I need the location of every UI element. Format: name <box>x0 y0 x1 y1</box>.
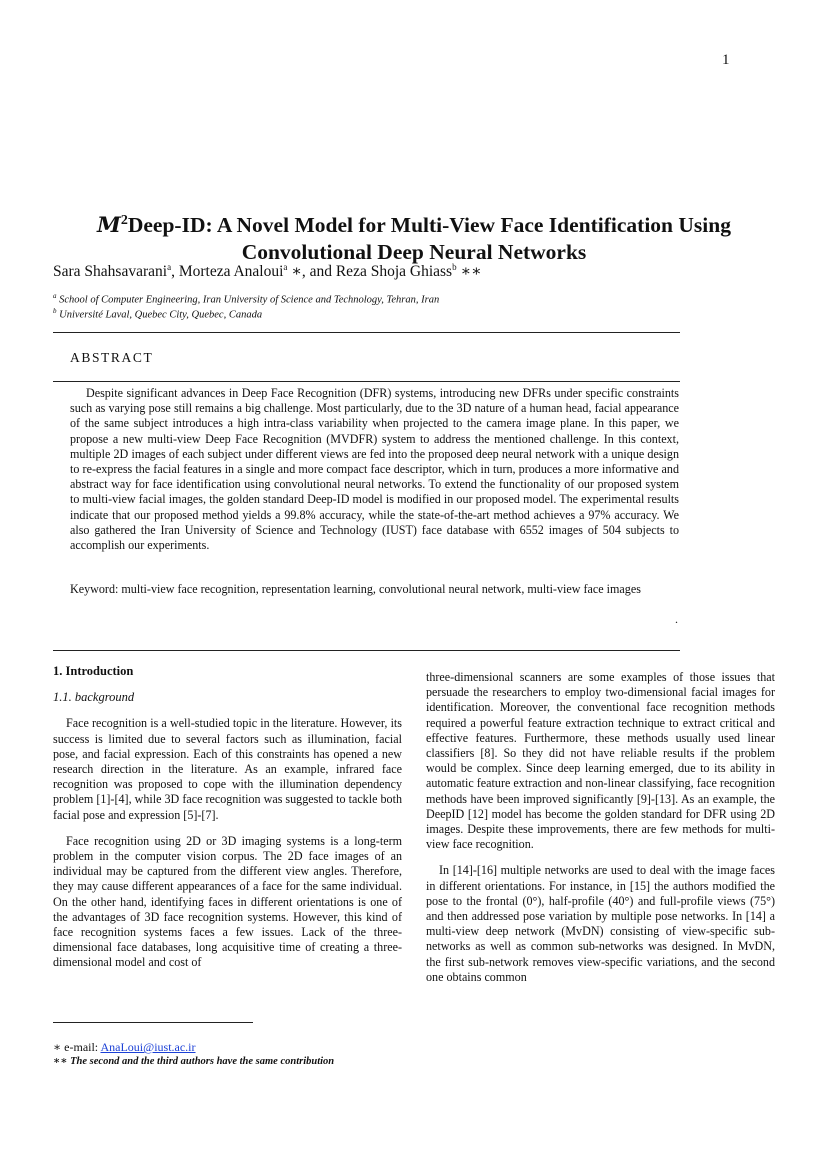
paragraph: In [14]-[16] multiple networks are used to deal with the image faces in different orientations. For instance, in [15] the authors modified the pose to the frontal (0°), half-profile (40°) and full-profile views (75°) and then addressed pose variation by multiple pose networks. In [14] a multi-view deep network (MvDN) consisting of view-specific sub-networks as well as common sub-networks was designed. In MvDN, the first sub-network removes view-specific variations, and the second one obtains common <box>426 863 775 984</box>
author-3-mark: ∗∗ <box>456 263 482 281</box>
author-2-mark: ∗ <box>287 263 302 281</box>
divider <box>53 650 680 651</box>
affiliation-b <box>53 307 262 321</box>
affiliation-b-text: Université Laval, Quebec City, Quebec, Canada <box>56 309 263 321</box>
affiliation-a-mark: a <box>53 292 57 300</box>
subsection-heading: 1.1. background <box>53 690 135 705</box>
paragraph: Face recognition is a well-studied topic in the literature. However, its success is limited due to several factors such as illumination, facial pose, and facial expression. Each of this constraints has opened a new research direction in the literature. As an example, infrared face recognition was proposed to cope with the illumination dependency problem [1]-[4], while 3D face recognition was suggested to tackle both facial pose and expression [5]-[7]. <box>53 716 402 822</box>
footnote-divider <box>53 1022 253 1023</box>
author-1-affiliation: a <box>167 262 172 272</box>
email-link[interactable]: AnaLoui@iust.ac.ir <box>100 1040 196 1054</box>
title-line-1: Deep-ID: A Novel Model for Multi-View Face Identification Using <box>127 213 731 238</box>
author-2-affiliation: a <box>283 262 288 272</box>
title-line-2: Convolutional Deep Neural Networks <box>241 240 587 265</box>
affiliation-a <box>53 292 439 306</box>
title-math-superscript: 2 <box>120 213 128 228</box>
author-list <box>53 262 482 281</box>
right-column <box>426 670 775 985</box>
abstract-heading: ABSTRACT <box>70 350 154 365</box>
paragraph: three-dimensional scanners are some examples of those issues that persuade the researchers to employ two-dimensional facial images for identification. Moreover, the conventional face recognition methods required a powerful feature extraction technique to extract critical and effective features. Furthermore, these methods usually used linear classifiers [8]. So they did not have reliable results if the problem would be complex. Since deep learning emerged, due to its ability in automatic feature extraction and non-linear classifying, face recognition methods have been improved significantly [9]-[13]. As an example, the DeepID [12] model has become the golden standard for DFR using 2D images. Despite these improvements, there are few methods for multi-view face recognition. <box>426 670 775 852</box>
title-math-prefix: M <box>97 213 121 239</box>
footnote-contribution: ∗∗ The second and the third authors have the same contribution <box>53 1056 335 1067</box>
divider <box>53 381 680 382</box>
abstract-text: Despite significant advances in Deep Face Recognition (DFR) systems, introducing new DFRs under specific constraints such as varying pose still remains a big challenge. Most particularly, due to the 3D nature of a human head, facial appearance of the same subject introduces a high intra-class variability when projected to the camera image plane. In this paper, we propose a new multi-view Deep Face Recognition (MVDFR) system to address the mentioned challenge. In this context, multiple 2D images of each subject under different views are fed into the proposed deep neural network with a unique design to re-express the facial features in a single and more compact face descriptor, which in turn, produces a more informative and abstract way for face identification using convolutional neural networks. To extend the functionality of our proposed system to multi-view facial images, the golden standard Deep-ID model is modified in our proposed model. The experimental results indicate that our proposed method yields a 99.8% accuracy, while the state-of-the-art method achieves a 97% accuracy. We also gathered the Iran University of Science and Technology (IUST) face database with 6552 images of 504 subjects to accomplish our experiments. <box>70 386 679 553</box>
paper-title <box>40 208 788 265</box>
stray-period: . <box>675 612 678 626</box>
affiliation-a-text: School of Computer Engineering, Iran University of Science and Technology, Tehran, Iran <box>56 294 440 306</box>
author-1: Sara Shahsavarani <box>53 263 168 281</box>
footnote-email <box>53 1040 196 1055</box>
author-3: , and Reza Shoja Ghiass <box>301 263 453 281</box>
section-heading: 1. Introduction <box>53 664 134 678</box>
left-column <box>53 664 402 971</box>
keywords: Keyword: multi-view face recognition, representation learning, convolutional neural network, multi-view face images <box>70 582 641 596</box>
paragraph: Face recognition using 2D or 3D imaging systems is a long-term problem in the computer vision corpus. The 2D face images of an individual may be captured from the different view angles. Therefore, they may cause different appearances of a face for the same individual. On the other hand, identifying faces in different orientations is one of the advantages of 3D face recognition systems. However, this kind of face recognition systems faces a few issues. Lack of the three-dimensional face databases, long acquisitive time of creating a three-dimensional model and cost of <box>53 833 402 970</box>
affiliation-b-mark: b <box>53 307 57 315</box>
author-3-affiliation: b <box>452 262 457 272</box>
author-2: , Morteza Analoui <box>171 263 284 281</box>
footnote-email-prefix: ∗ e-mail: <box>53 1040 101 1054</box>
divider <box>53 332 680 333</box>
page-number: 1 <box>722 52 730 68</box>
